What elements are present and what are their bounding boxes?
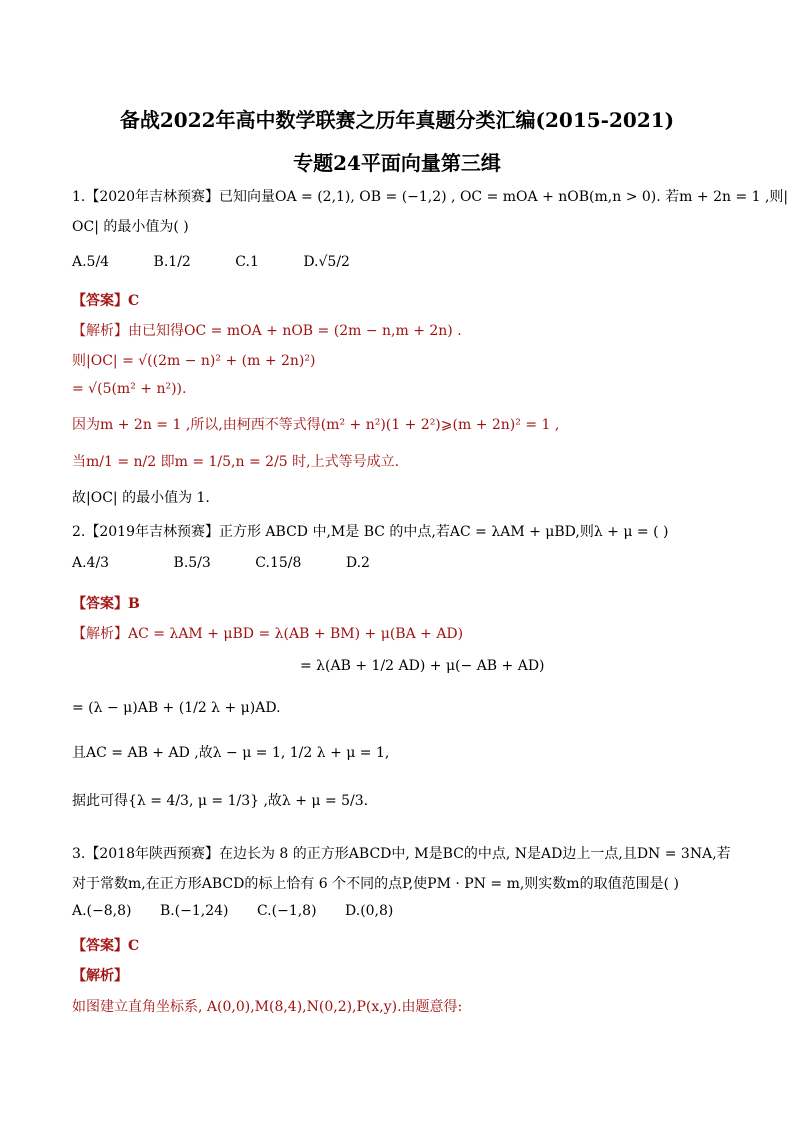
q1-answer: 【答案】C (72, 293, 140, 309)
q2-option-a: A.4/3 (72, 555, 110, 571)
q3-answer: 【答案】C (72, 938, 140, 954)
doc-title: 备战2022年高中数学联赛之历年真题分类汇编(2015-2021) (119, 108, 675, 132)
q3-option-b: B.(−1,24) (159, 903, 229, 919)
q1-solution-line3: = √(5(m² + n²)). (72, 381, 187, 397)
q3-options (72, 903, 433, 919)
q1-stem-line2: OC| 的最小值为( ) (72, 219, 189, 235)
q3-solution-heading: 【解析】 (72, 968, 128, 984)
q2-stem: 2.【2019年吉林预赛】正方形 ABCD 中,M是 BC 的中点,若AC = λAM + μBD,则λ + μ = ( ) (72, 524, 669, 540)
q1-solution-line4: 因为m + 2n = 1 ,所以,由柯西不等式得(m² + n²)(1 + 2²)⩾(m + 2n)² = 1 , (72, 417, 560, 433)
q2-option-b: B.5/3 (173, 555, 211, 571)
q3-option-c: C.(−1,8) (256, 903, 317, 919)
q1-solution-line5: 当m/1 = n/2 即m = 1/5,n = 2/5 时,上式等号成立. (72, 454, 400, 470)
q2-solution-line1: 【解析】AC = λAM + μBD = λ(AB + BM) + μ(BA + AD) (72, 626, 464, 642)
q1-solution-line1: 【解析】由已知得OC = mOA + nOB = (2m − n,m + 2n) . (72, 323, 462, 339)
doc-subtitle: 专题24平面向量第三缉 (293, 151, 501, 175)
q1-solution-line2: 则|OC| = √((2m − n)² + (m + 2n)²) (72, 353, 316, 369)
q1-option-c: C.1 (235, 254, 259, 270)
q1-option-d: D.√5/2 (303, 254, 350, 270)
q2-options (72, 555, 410, 571)
q3-option-a: A.(−8,8) (72, 903, 132, 919)
q2-answer: 【答案】B (72, 596, 140, 612)
q2-option-c: C.15/8 (255, 555, 302, 571)
q2-solution-line3: = (λ − μ)AB + (1/2 λ + μ)AD. (72, 700, 281, 716)
q2-solution-line5: 据此可得{λ = 4/3, μ = 1/3} ,故λ + μ = 5/3. (72, 793, 369, 809)
q1-stem-line1: 1.【2020年吉林预赛】已知向量OA = (2,1), OB = (−1,2) , OC = mOA + nOB(m,n > 0). 若m + 2n = 1 ,则| (72, 189, 789, 205)
q1-option-a: A.5/4 (72, 254, 110, 270)
q2-solution-line2: = λ(AB + 1/2 AD) + μ(− AB + AD) (300, 658, 545, 674)
q3-option-d: D.(0,8) (345, 903, 394, 919)
q3-stem-line2: 对于常数m,在正方形ABCD的标上恰有 6 个不同的点P,使PM · PN = m,则实数m的取值范围是( ) (72, 876, 679, 892)
q3-stem-line1: 3.【2018年陕西预赛】在边长为 8 的正方形ABCD中, M是BC的中点, N是AD边上一点,且DN = 3NA,若 (72, 846, 731, 862)
q1-option-b: B.1/2 (153, 254, 191, 270)
q1-options (72, 254, 390, 270)
q3-solution-line1: 如图建立直角坐标系, A(0,0),M(8,4),N(0,2),P(x,y).由题意得: (72, 999, 463, 1015)
q2-option-d: D.2 (345, 555, 370, 571)
q1-solution-line6: 故|OC| 的最小值为 1. (72, 490, 210, 506)
q2-solution-line4: 且AC = AB + AD ,故λ − μ = 1, 1/2 λ + μ = 1, (72, 745, 390, 761)
